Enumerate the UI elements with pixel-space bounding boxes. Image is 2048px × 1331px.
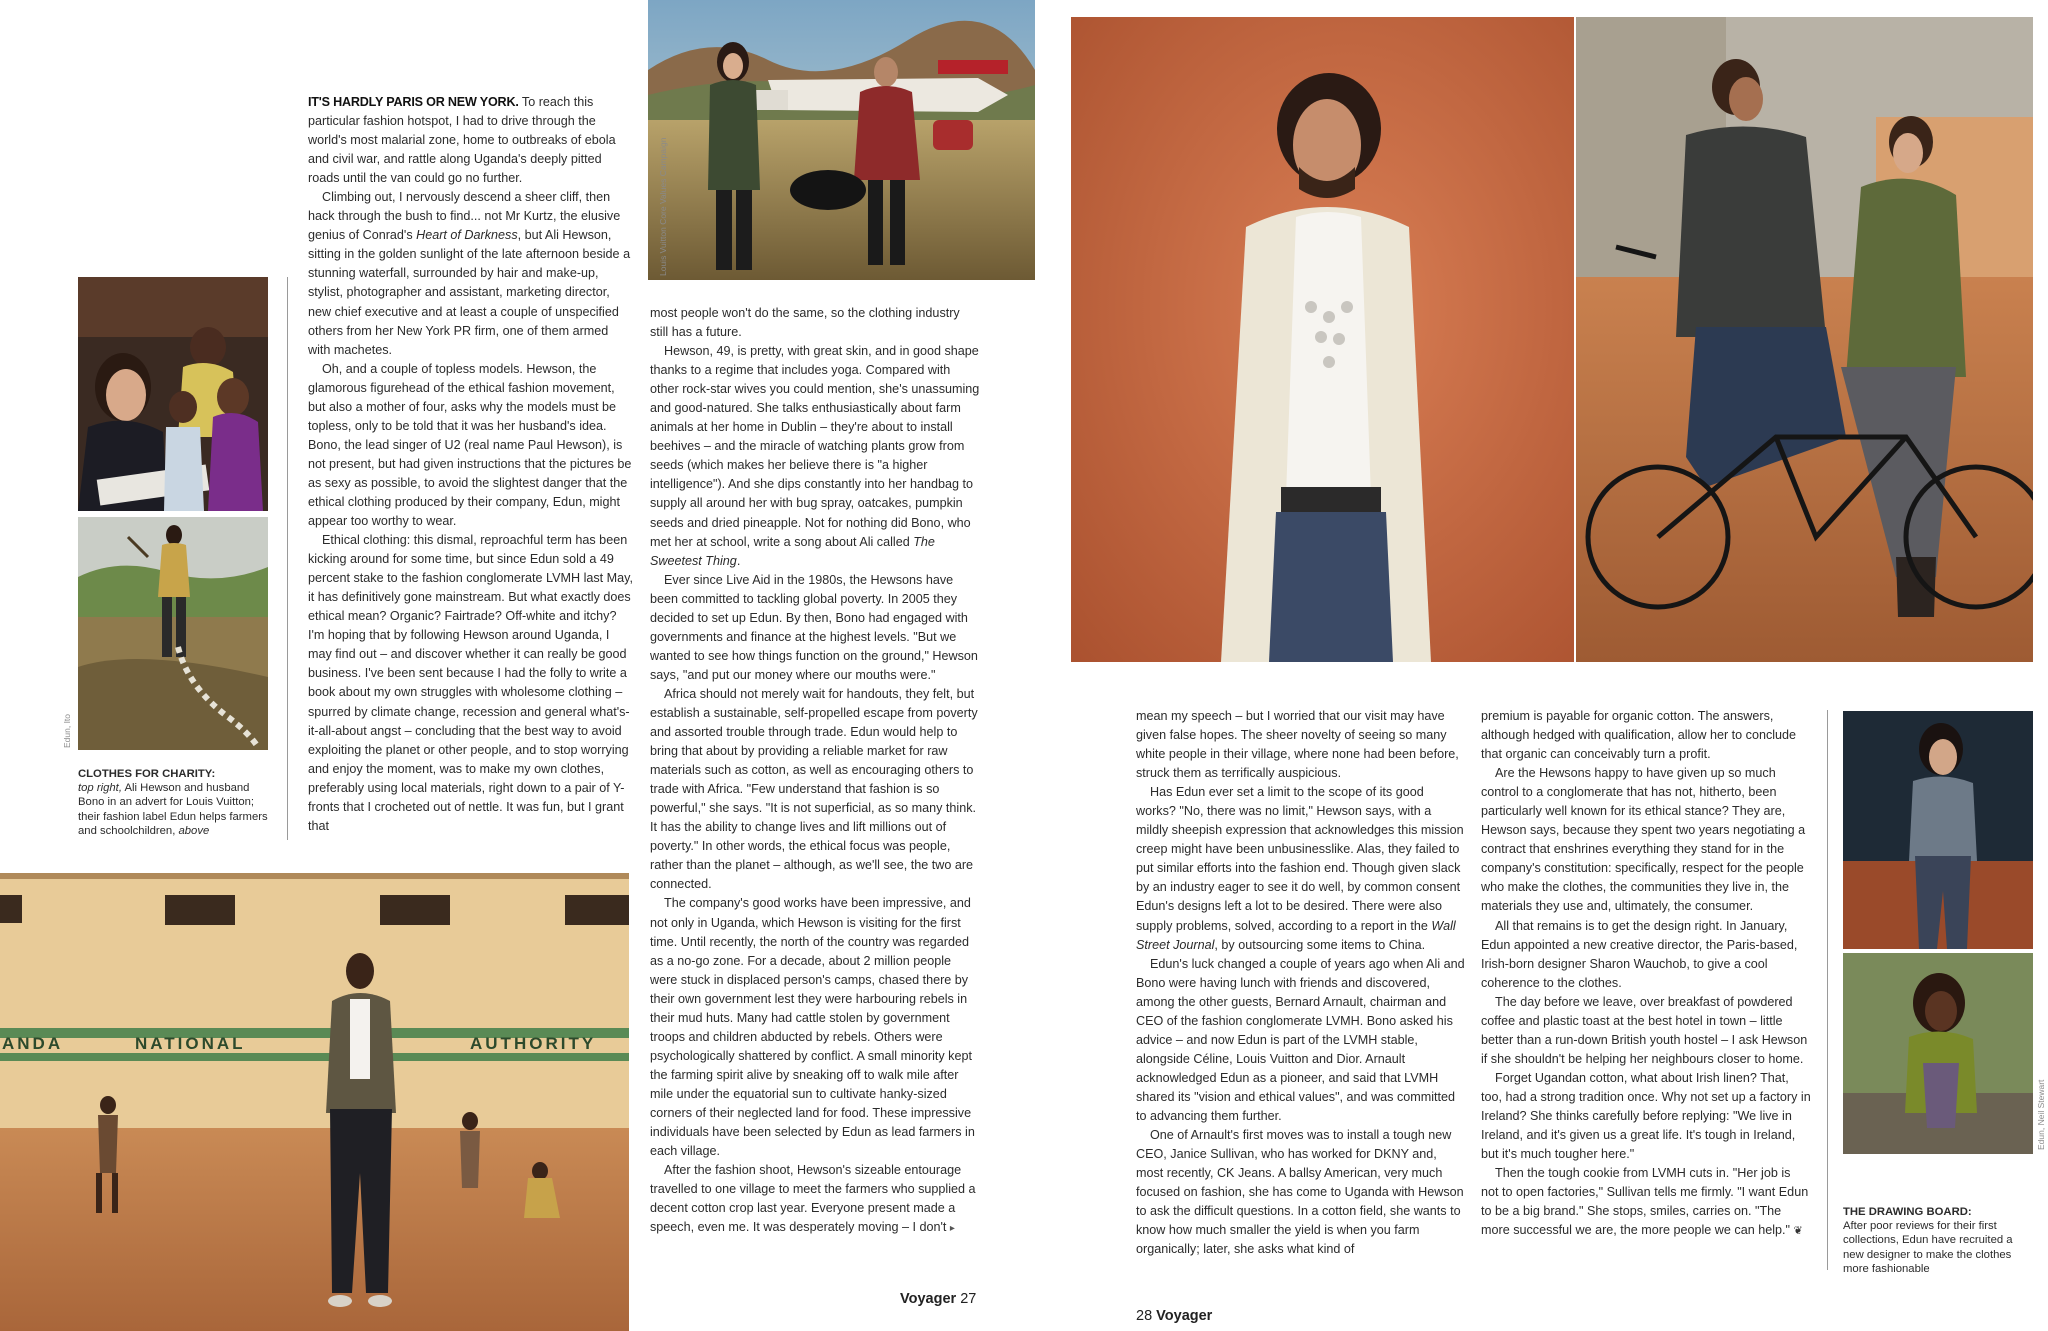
charity-caption: [78, 767, 274, 838]
article-column-3: [1136, 707, 1466, 1287]
paragraph: Hewson, 49, is pretty, with great skin, and in good shape thanks to a regime that includes yoga. Compared with other rock-star wives you could mention, she's unassuming and good-natured. She talks enthusiastically about farm animals at her home in Dublin – they're about to install beehives – and the miracle of watching plants grow from seeds (which makes her believe there is "a higher intelligence"). And she dips constantly into her handbag to supply all around her with bug spray, oatcakes, pumpkin seeds and dried pineapple. Not for nothing did Bono, who met her at school, write a song about Ali called: [650, 344, 980, 549]
page-number: 28: [1136, 1308, 1153, 1324]
article-column-4: [1481, 707, 1811, 1287]
paragraph: Climbing out, I nervously descend a sheer cliff, then hack through the bush to find... not Mr Kurtz, the elusive genius of Conrad's: [308, 190, 621, 243]
wall-sign-middle: NATIONAL: [135, 1034, 246, 1053]
paragraph: Forget Ugandan cotton, what about Irish linen? That, too, had a strong tradition once. Why not set up a factory in Ireland? She thinks carefully before replying: "We live in Ireland, and it's given us a great life. It's tough in Ireland, but it's much tougher here.": [1481, 1070, 1811, 1162]
model-at-wall-photo: [0, 873, 629, 1331]
charity-caption-italic: top right,: [78, 782, 122, 795]
folio-brand: Voyager: [1156, 1308, 1213, 1324]
paragraph: Ever since Live Aid in the 1980s, the Hewsons have been committed to tackling global poverty. In 2005 they decided to set up Edun. By then, Bono had engaged with governments and finance at the highest levels. "But we wanted to see how things function on the ground," Hewson says, "and put our money where our mouths were.": [650, 572, 978, 682]
model-standing-photo: [1843, 711, 2033, 949]
drawing-board-caption-body: After poor reviews for their first collections, Edun have recruited a new designer to make the clothes more fashionable: [1843, 1220, 2013, 1275]
paragraph: Are the Hewsons happy to have given up so much control to a conglomerate that has not, hitherto, been particularly well known for its ethical stance? They are, Hewson says, because they spent two years negotiating a contract that enshrines everything they stand for in the company's constitution: specifically, respect for the people who make the clothes, the communities they live in, the materials they use and, ultimately, the consumer.: [1481, 766, 1806, 914]
left-page-folio: [900, 1291, 976, 1307]
end-mark-icon: ❦: [1793, 1225, 1803, 1238]
man-portrait-photo: [1071, 17, 1574, 662]
paragraph: Africa should not merely wait for handouts, they felt, but establish a sustainable, self-propelled escape from poverty and assorted trouble through trade. Edun would help to bring that about by providing a reliable market for raw materials such as cotton, as well as encouraging others to trade with Africa. "Few understand that fashion is so powerful," she says. "It is not superficial, as so many think. It has the ability to change lives and lift millions out of poverty." In other words, the ethical focus was people, rather than the planet – although, as we'll see, the two are connected.: [650, 686, 978, 892]
farmer-field-photo: [78, 517, 268, 750]
paragraph: most people won't do the same, so the clothing industry still has a future.: [650, 306, 960, 340]
hewson-children-photo: [78, 277, 268, 511]
article-column-2: [650, 304, 980, 1266]
lv-campaign-photo: [648, 0, 1035, 280]
paragraph: .: [736, 553, 741, 568]
couple-bicycle-photo: [1576, 17, 2033, 662]
folio-brand: Voyager: [900, 1291, 957, 1307]
column-rule-left: [287, 277, 288, 840]
charity-caption-body: Ali Hewson and husband Bono in an advert for Louis Vuitton; their fashion label Edun helps farmers and schoolchildren,: [78, 782, 268, 837]
paragraph: The day before we leave, over breakfast of powdered coffee and plastic toast at the best hotel in town – little better than a run-down British youth hostel – I ask Hewson if she shouldn't be helping her neighbours closer to home.: [1481, 994, 1808, 1066]
lv-photo-credit: Louis Vuitton Core Values Campaign: [658, 137, 668, 276]
right-page-folio: [1136, 1308, 1212, 1324]
paragraph: Then the tough cookie from LVMH cuts in. "Her job is not to open factories," Sullivan tells me firmly. "I want Edun to be a big brand." She stops, smiles, carries on. "The more successful we are, the more people we can help.": [1481, 1166, 1809, 1238]
paragraph: Edun's luck changed a couple of years ago when Ali and Bono were having lunch with friends and discovered, among the other guests, Bernard Arnault, chairman and CEO of the fashion conglomerate LVMH. Bono asked his advice – and now Edun is part of the LVMH stable, alongside Céline, Louis Vuitton and Dior. Arnault acknowledged Edun as a pioneer, and said that LVMH shared its "vision and ethical values", and was committed to advancing them further.: [1136, 956, 1465, 1123]
page-number: 27: [960, 1291, 977, 1307]
paragraph: , but Ali Hewson, sitting in the golden sunlight of the late afternoon beside a stunning waterfall, surrounded by hair and make-up, stylist, photographer and assistant, marketing director, new chief executive and at least a couple of unspecified others from her New York PR firm, one of them armed with machetes.: [308, 228, 631, 357]
paragraph: All that remains is to get the design right. In January, Edun appointed a new creative director, the Paris-based, Irish-born designer Sharon Wauchob, to give a cool coherence to the clothes.: [1481, 918, 1798, 990]
article-column-1: [308, 93, 634, 843]
wall-sign-left: ANDA: [2, 1034, 64, 1053]
paragraph: mean my speech – but I worried that our visit may have given false hopes. The sheer novelty of seeing so many white people in their village, where none had been before, struck them as terrifically auspicious.: [1136, 709, 1459, 781]
article-lead-in: IT'S HARDLY PARIS OR NEW YORK.: [308, 95, 519, 109]
wall-sign-right: AUTHORITY: [470, 1034, 597, 1053]
right-photo-credit: Edun, Neil Stewart: [2036, 1079, 2046, 1150]
continue-arrow-icon: ▸: [949, 1223, 955, 1235]
paragraph: To reach this particular fashion hotspot, I had to drive through the world's most malarial zone, home to outbreaks of ebola and civil war, and rattle along Uganda's deeply pitted roads until the van could go no further.: [308, 95, 616, 186]
model-scarf-photo: [1843, 953, 2033, 1154]
drawing-board-caption: [1843, 1205, 2033, 1276]
charity-caption-title: CLOTHES FOR CHARITY:: [78, 768, 216, 780]
publication-title: Wall Street Journal: [1136, 918, 1456, 952]
column-rule-right: [1827, 710, 1828, 1270]
charity-caption-tail: above: [178, 824, 210, 837]
paragraph: One of Arnault's first moves was to install a tough new CEO, Janice Sullivan, who has worked for DKNY and, most recently, CK Jeans. A ballsy American, very much focused on fashion, she has come to Uganda with Hewson to ask the difficult questions. In a cotton field, she wants to know how much smaller the yield is when you farm organically; later, she asks what kind of: [1136, 1128, 1464, 1257]
paragraph: The company's good works have been impressive, and not only in Uganda, which Hewson is visiting for the first time. Until recently, the north of the country was regarded as a no-go zone. For a decade, about 2 million people were stuck in displaced person's camps, chased there by their own government lest they were harbouring rebels in their mud huts. Many had cattle stolen by government troops and children abducted by rebels. Others were psychologically shattered by conflict. A small minority kept the farming spirit alive by sneaking off to walk mile after mile under the equatorial sun to cultivate hanky-sized corners of their neglected land for food. These impressive individuals have been selected by Edun as lead farmers in each village.: [650, 896, 975, 1159]
paragraph: After the fashion shoot, Hewson's sizeable entourage travelled to one village to meet the farmers who supplied a decent cotton crop last year. Everyone present made a speech, even me. It was desperately moving – I don't: [650, 1163, 976, 1235]
paragraph: Has Edun ever set a limit to the scope of its good works? "No, there was no limit," Hewson says, with a mildly sheepish expression that acknowledges this mission creep might have been unbusinesslike. Alas, they failed to put similar efforts into the fashion end. Though given slack by an industry eager to see it do well, by common consent Edun's designs left a lot to be desired. There were also supply problems, solved, according to a report in the: [1136, 785, 1464, 933]
song-title: The Sweetest Thing: [650, 534, 935, 568]
paragraph: Oh, and a couple of topless models. Hewson, the glamorous figurehead of the ethical fashion movement, but also a mother of four, asks why the models must be topless, only to be told that it was her husband's idea. Bono, the lead singer of U2 (real name Paul Hewson), is not present, but had given instructions that the pictures be as sexy as possible, to avoid the slightest danger that the ethical clothing produced by their company, Edun, might appear too worthy to wear.: [308, 361, 632, 529]
book-title: Heart of Darkness: [416, 228, 518, 243]
paragraph: , by outsourcing some items to China.: [1214, 937, 1426, 952]
paragraph: premium is payable for organic cotton. The answers, although hedged with qualification, allow her to conclude that organic can conceivably turn a profit.: [1481, 709, 1797, 762]
left-photo-credit: Edun, Ito: [62, 713, 72, 748]
drawing-board-caption-title: THE DRAWING BOARD:: [1843, 1206, 1972, 1218]
paragraph: Ethical clothing: this dismal, reproachful term has been kicking around for some time, but since Edun sold a 49 percent stake to the fashion conglomerate LVMH last May, it has definitively gone mainstream. But what exactly does ethical mean? Organic? Fairtrade? Off-white and itchy? I'm hoping that by following Hewson around Uganda, I may find out – and discover whether it can really be good business. I've been sent because I had the folly to write a book about my own struggles with wholesome clothing – spurred by climate change, recession and general what's-it-all-about angst – concluding that the best way to avoid exploiting the planet or other people, and to stop worrying and enjoy the moment, was to make my own clothes, preferably using local materials, right down to a pair of Y-fronts that I crocheted out of nettle. It was fun, but I grant that: [308, 533, 634, 833]
